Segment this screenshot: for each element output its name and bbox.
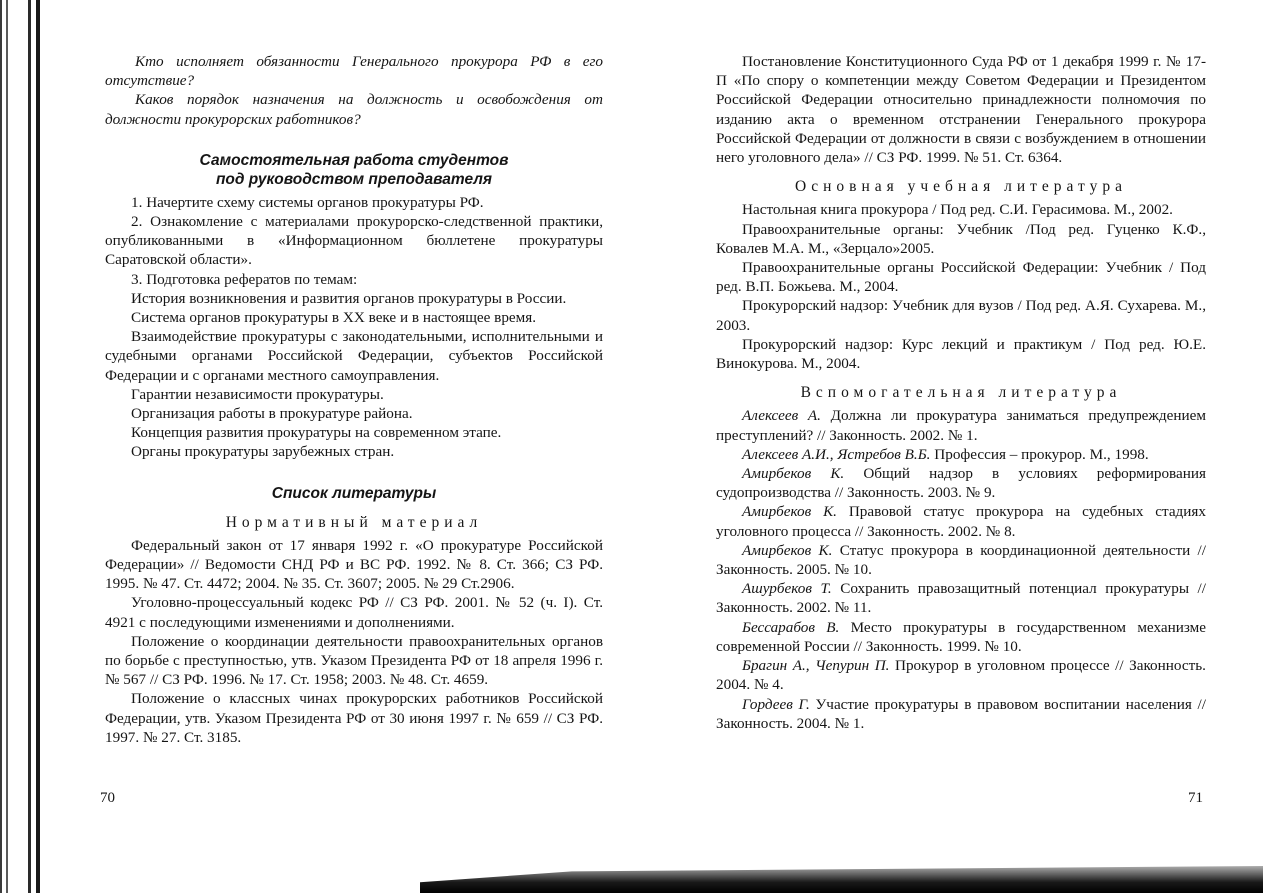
normative-item-2: Уголовно-процессуальный кодекс РФ // СЗ РФ. 2001. № 52 (ч. I). Ст. 4921 с последующими изменениями и дополнениями. xyxy=(105,594,603,631)
page-number-left: 70 xyxy=(100,790,115,806)
aux-lit-item xyxy=(716,406,1206,444)
book-spine-shadow xyxy=(0,0,46,893)
aux-lit-author: Ашурбеков Т. xyxy=(742,580,832,598)
aux-lit-author: Брагин А., Чепурин П. xyxy=(742,657,890,675)
topic-district-work: Организация работы в прокуратуре района. xyxy=(131,405,413,423)
aux-lit-item xyxy=(716,695,1206,733)
aux-lit-author: Алексеев А.И., Ястребов В.Б. xyxy=(742,445,931,463)
task-1: 1. Начертите схему системы органов прокуратуры РФ. xyxy=(131,193,484,211)
main-literature-heading: Основная учебная литература xyxy=(795,178,1127,196)
aux-lit-text: Профессия – прокурор. М., 1998. xyxy=(930,445,1149,463)
main-lit-item-2: Правоохранительные органы: Учебник /Под ред. Гуценко К.Ф., Ковалев М.А. М., «Зерцало»2005. xyxy=(716,220,1206,257)
literature-heading: Список литературы xyxy=(271,484,437,502)
aux-lit-text: Должна ли прокуратура заниматься предупреждением преступлений? // Законность. 2002. № 1. xyxy=(716,407,1206,444)
scan-edge-shadow xyxy=(420,857,1263,893)
main-lit-item-3: Правоохранительные органы Российской Федерации: Учебник / Под ред. В.П. Божьева. М., 2004. xyxy=(716,259,1206,296)
topic-guarantees: Гарантии независимости прокуратуры. xyxy=(131,385,384,403)
task-3: 3. Подготовка рефератов по темам: xyxy=(131,270,358,288)
aux-lit-text: Статус прокурора в координационной деятельности //Законность. 2005. № 10. xyxy=(716,541,1206,579)
topic-system: Система органов прокуратуры в XX веке и в настоящее время. xyxy=(131,309,537,327)
aux-lit-text: Общий надзор в условиях реформирования судопроизводства // Законность. 2003. № 9. xyxy=(716,465,1206,502)
main-lit-item-1: Настольная книга прокурора / Под ред. С.И. Герасимова. М., 2002. xyxy=(742,201,1173,219)
question-2: Каков порядок назначения на должность и освобождения от должности прокурорских работников? xyxy=(105,91,603,128)
aux-lit-text: Сохранить правозащитный потенциал прокуратуры // Законность. 2002. № 11. xyxy=(716,580,1206,617)
normative-continued: Постановление Конституционного Суда РФ от 1 декабря 1999 г. № 17-П «По спору о компетенции между Советом Федерации и Президентом Российской Федерации относительно принадлежности полномочия по изданию акта о временном отстранении Генерального прокурора Российской Федерации от должности в связи с возбуждением в отношении него уголовного дела» // СЗ РФ. 1999. № 51. Ст. 6364. xyxy=(716,53,1206,167)
normative-item-3: Положение о координации деятельности правоохранительных органов по борьбе с преступностью, утв. Указом Президента РФ от 18 апреля 1996 г. № 567 // СЗ РФ. 1996. № 17. Ст. 1958; 2003. № 48. Ст. 4659. xyxy=(105,632,603,689)
topic-concept: Концепция развития прокуратуры на современном этапе. xyxy=(131,424,502,442)
question-1: Кто исполняет обязанности Генерального прокурора РФ в его отсутствие? xyxy=(105,53,603,90)
aux-lit-item xyxy=(716,579,1206,617)
normative-item-4: Положение о классных чинах прокурорских работников Российской Федерации, утв. Указом Президента РФ от 30 июня 1997 г. № 659 // СЗ РФ. 1997. № 27. Ст. 3185. xyxy=(105,690,603,746)
aux-lit-author: Алексеев А. xyxy=(742,407,821,425)
aux-lit-author: Амирбеков К. xyxy=(742,465,845,483)
topic-interaction: Взаимодействие прокуратуры с законодательными, исполнительными и судебными органами Российской Федерации, субъектов Российской Федерации и с органами местного самоуправления. xyxy=(105,328,603,384)
aux-literature-heading: Вспомогательная литература xyxy=(800,384,1122,402)
aux-lit-item xyxy=(716,464,1206,502)
aux-lit-author: Бессарабов В. xyxy=(742,618,840,636)
topic-history: История возникновения и развития органов прокуратуры в России. xyxy=(131,289,567,307)
aux-lit-text: Место прокуратуры в государственном механизме современной России // Законность. 1999. № 10. xyxy=(716,618,1206,655)
aux-lit-item xyxy=(716,445,1206,464)
aux-lit-text: Участие прокуратуры в правовом воспитании населения // Законность. 2004. № 1. xyxy=(716,695,1206,732)
normative-heading: Нормативный материал xyxy=(225,513,483,531)
main-lit-item-5: Прокурорский надзор: Курс лекций и практикум / Под ред. Ю.Е. Винокурова. М., 2004. xyxy=(716,335,1206,373)
aux-lit-item xyxy=(716,618,1206,656)
aux-lit-author: Амирбеков К. xyxy=(742,541,833,559)
page-number-right: 71 xyxy=(1188,790,1203,806)
topic-foreign: Органы прокуратуры зарубежных стран. xyxy=(131,443,395,461)
aux-lit-item xyxy=(716,541,1206,579)
main-lit-item-4: Прокурорский надзор: Учебник для вузов / Под ред. А.Я. Сухарева. М., 2003. xyxy=(716,297,1206,334)
aux-lit-text: Правовой статус прокурора на судебных стадиях уголовного процесса // Законность. 2002. № 8. xyxy=(716,503,1206,540)
task-2: 2. Ознакомление с материалами прокурорско-следственной практики, опубликованными в «Информационном бюллетене прокуратуры Саратовской области». xyxy=(105,213,603,269)
self-work-heading-line-2: под руководством преподавателя xyxy=(215,170,493,188)
aux-lit-text: Прокурор в уголовном процессе // Законность. 2004. № 4. xyxy=(716,657,1206,694)
right-page xyxy=(716,52,1206,733)
left-page xyxy=(105,52,603,747)
aux-lit-item xyxy=(716,656,1206,694)
aux-lit-item xyxy=(716,502,1206,540)
aux-lit-author: Амирбеков К. xyxy=(742,503,837,521)
self-work-heading-line-1: Самостоятельная работа студентов xyxy=(199,151,509,169)
aux-lit-author: Гордеев Г. xyxy=(742,695,810,713)
normative-item-1: Федеральный закон от 17 января 1992 г. «О прокуратуре Российской Федерации» // Ведомости СНД РФ и ВС РФ. 1992. № 8. Ст. 366; СЗ РФ. 1995. № 47. Ст. 4472; 2004. № 35. Ст. 3607; 2005. № 29 Ст.2906. xyxy=(105,536,603,593)
